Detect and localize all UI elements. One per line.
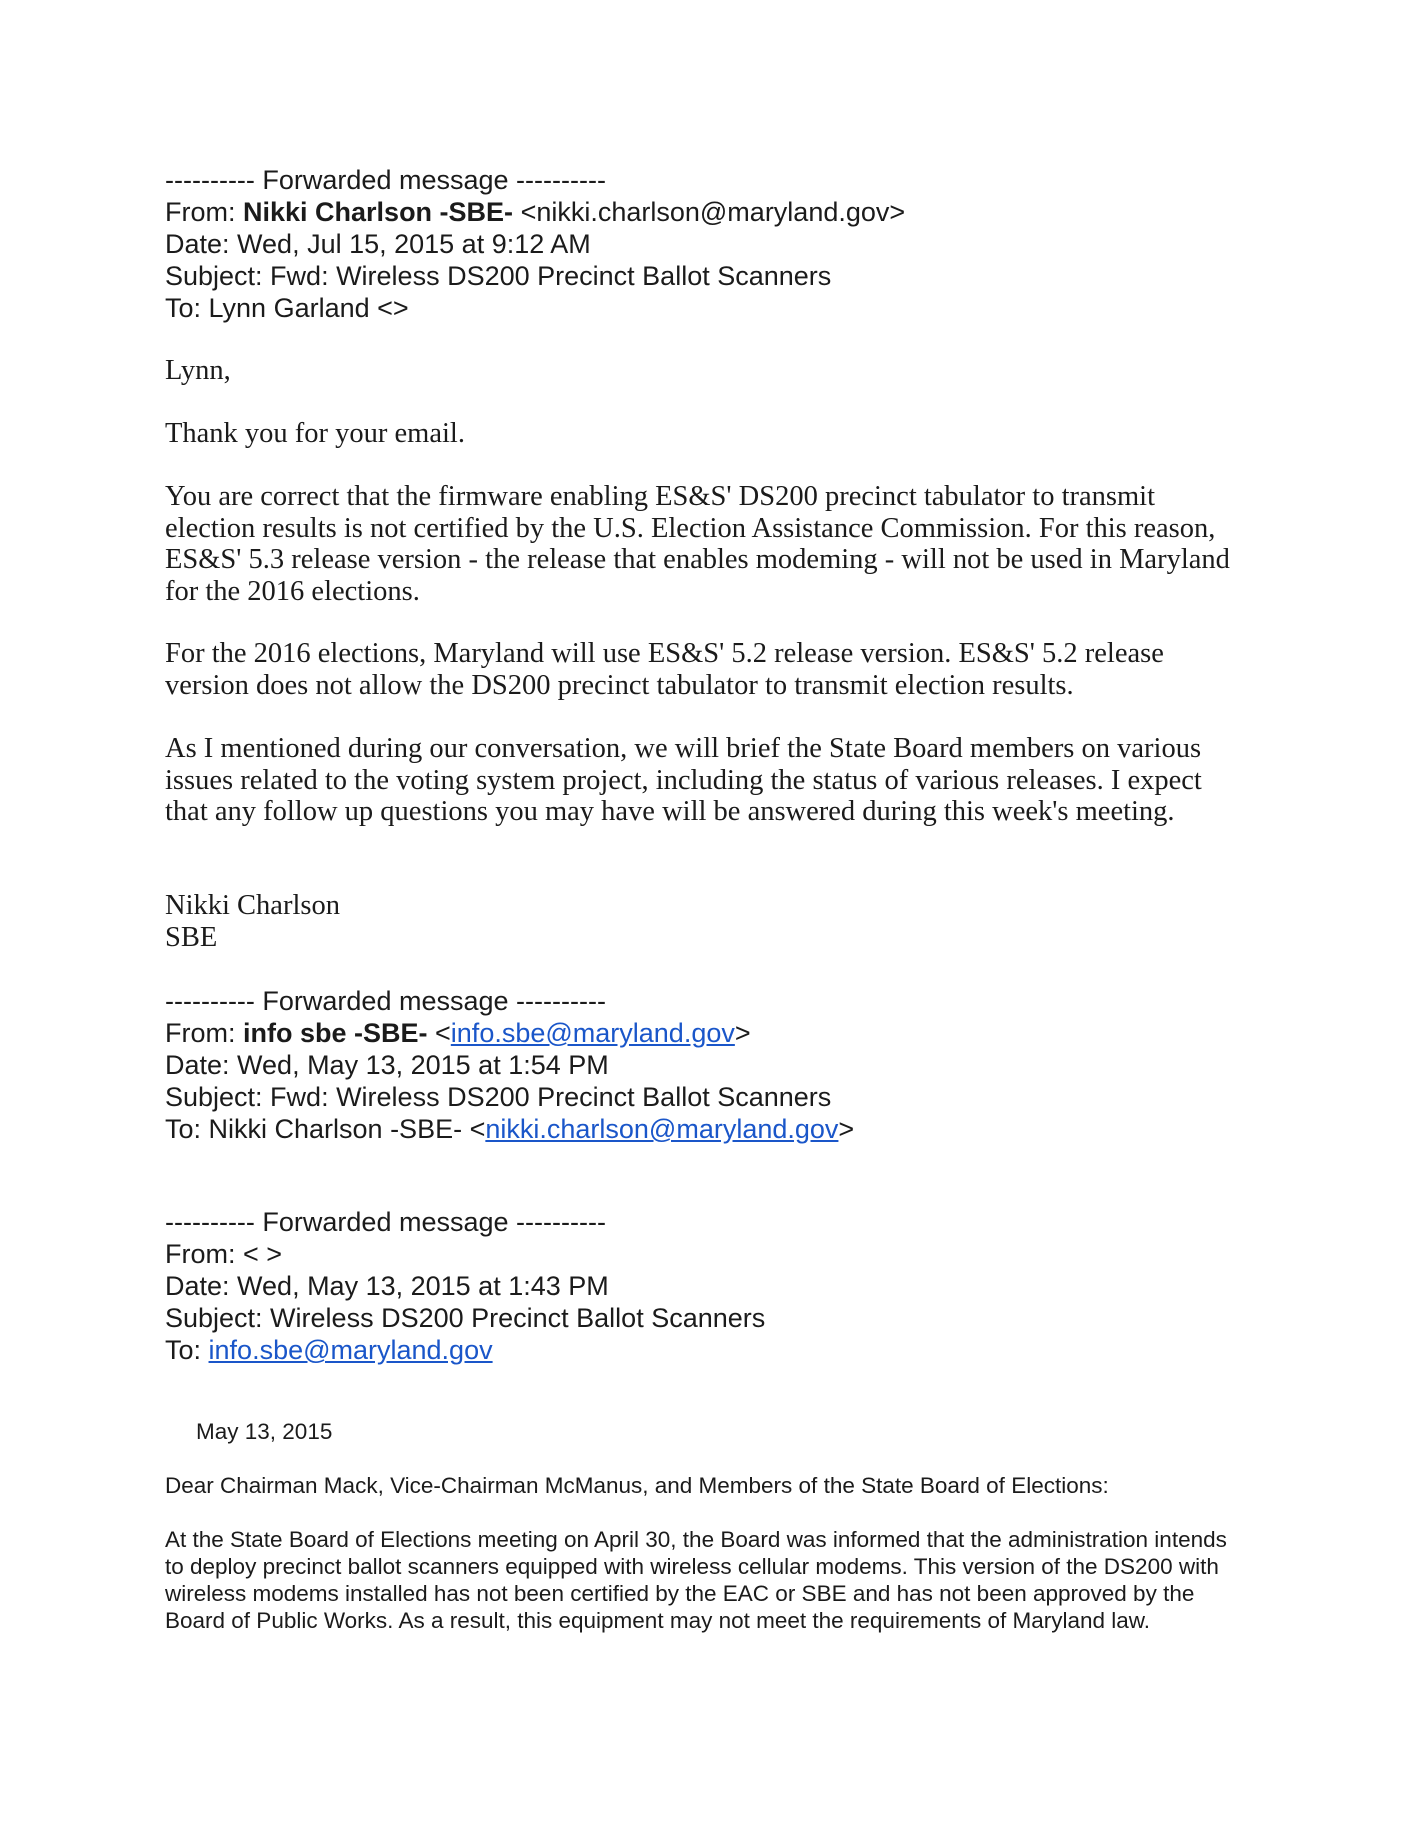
bracket-close: > xyxy=(734,1018,751,1048)
reply-paragraph-2: For the 2016 elections, Maryland will use ES&S' 5.2 release version. ES&S' 5.2 release version does not allow the DS200 precinct tabulator to transmit election results. xyxy=(165,638,1164,701)
letter-salutation: Dear Chairman Mack, Vice-Chairman McManus, and Members of the State Board of Elections: xyxy=(165,1473,1109,1498)
signature-name: Nikki Charlson xyxy=(165,890,340,921)
signature-org: SBE xyxy=(165,922,218,953)
date-line-2: Date: Wed, May 13, 2015 at 1:54 PM xyxy=(165,1050,609,1080)
to-line-2 xyxy=(165,1113,854,1145)
reply-paragraph-1: You are correct that the firmware enabling ES&S' DS200 precinct tabulator to transmit election results is not certified by the U.S. Election Assistance Commission. For this reason, ES&S' 5.3 release version - the release that enables modeming - will not be used in Maryland for the 2016 elections. xyxy=(165,481,1230,607)
thanks-line: Thank you for your email. xyxy=(165,418,465,449)
bracket-close: > xyxy=(838,1114,855,1144)
sender-name: info sbe -SBE- xyxy=(243,1018,428,1048)
sender-email: <nikki.charlson@maryland.gov> xyxy=(513,197,906,227)
forward-divider-1: ---------- Forwarded message ---------- xyxy=(165,165,606,195)
forward-divider-2: ---------- Forwarded message ---------- xyxy=(165,986,606,1016)
sender-email-link[interactable]: info.sbe@maryland.gov xyxy=(450,1018,735,1048)
bracket-open: < xyxy=(427,1018,451,1048)
recipient-email-link[interactable]: nikki.charlson@maryland.gov xyxy=(485,1114,839,1144)
subject-line-2: Subject: Fwd: Wireless DS200 Precinct Ballot Scanners xyxy=(165,1082,832,1112)
recipient-email-link[interactable]: info.sbe@maryland.gov xyxy=(208,1335,493,1365)
to-label: To: xyxy=(165,1335,209,1365)
subject-line-1: Subject: Fwd: Wireless DS200 Precinct Ballot Scanners xyxy=(165,261,832,291)
from-line-3: From: < > xyxy=(165,1239,283,1269)
sender-name: Nikki Charlson -SBE- xyxy=(243,197,514,227)
greeting: Lynn, xyxy=(165,355,231,386)
reply-paragraph-3: As I mentioned during our conversation, we will brief the State Board members on various issues related to the voting system project, including the status of various releases. I expect that any follow up questions you may have will be answered during this week's meeting. xyxy=(165,733,1202,827)
subject-line-3: Subject: Wireless DS200 Precinct Ballot Scanners xyxy=(165,1303,766,1333)
forward-divider-3: ---------- Forwarded message ---------- xyxy=(165,1207,606,1237)
date-line-1: Date: Wed, Jul 15, 2015 at 9:12 AM xyxy=(165,229,591,259)
from-line-2 xyxy=(165,1017,751,1049)
from-line-1 xyxy=(165,196,905,228)
date-line-3: Date: Wed, May 13, 2015 at 1:43 PM xyxy=(165,1271,609,1301)
to-line-1: To: Lynn Garland <> xyxy=(165,293,409,323)
letter-date: May 13, 2015 xyxy=(196,1419,333,1444)
letter-paragraph-1: At the State Board of Elections meeting on April 30, the Board was informed that the administration intends to deploy precinct ballot scanners equipped with wireless cellular modems. This version of the DS200 with wireless modems installed has not been certified by the EAC or SBE and has not been approved by the Board of Public Works. As a result, this equipment may not meet the requirements of Maryland law. xyxy=(165,1527,1227,1633)
to-line-3 xyxy=(165,1334,493,1366)
from-label: From: xyxy=(165,1018,243,1048)
from-label: From: xyxy=(165,197,243,227)
to-label: To: Nikki Charlson -SBE- < xyxy=(165,1114,486,1144)
